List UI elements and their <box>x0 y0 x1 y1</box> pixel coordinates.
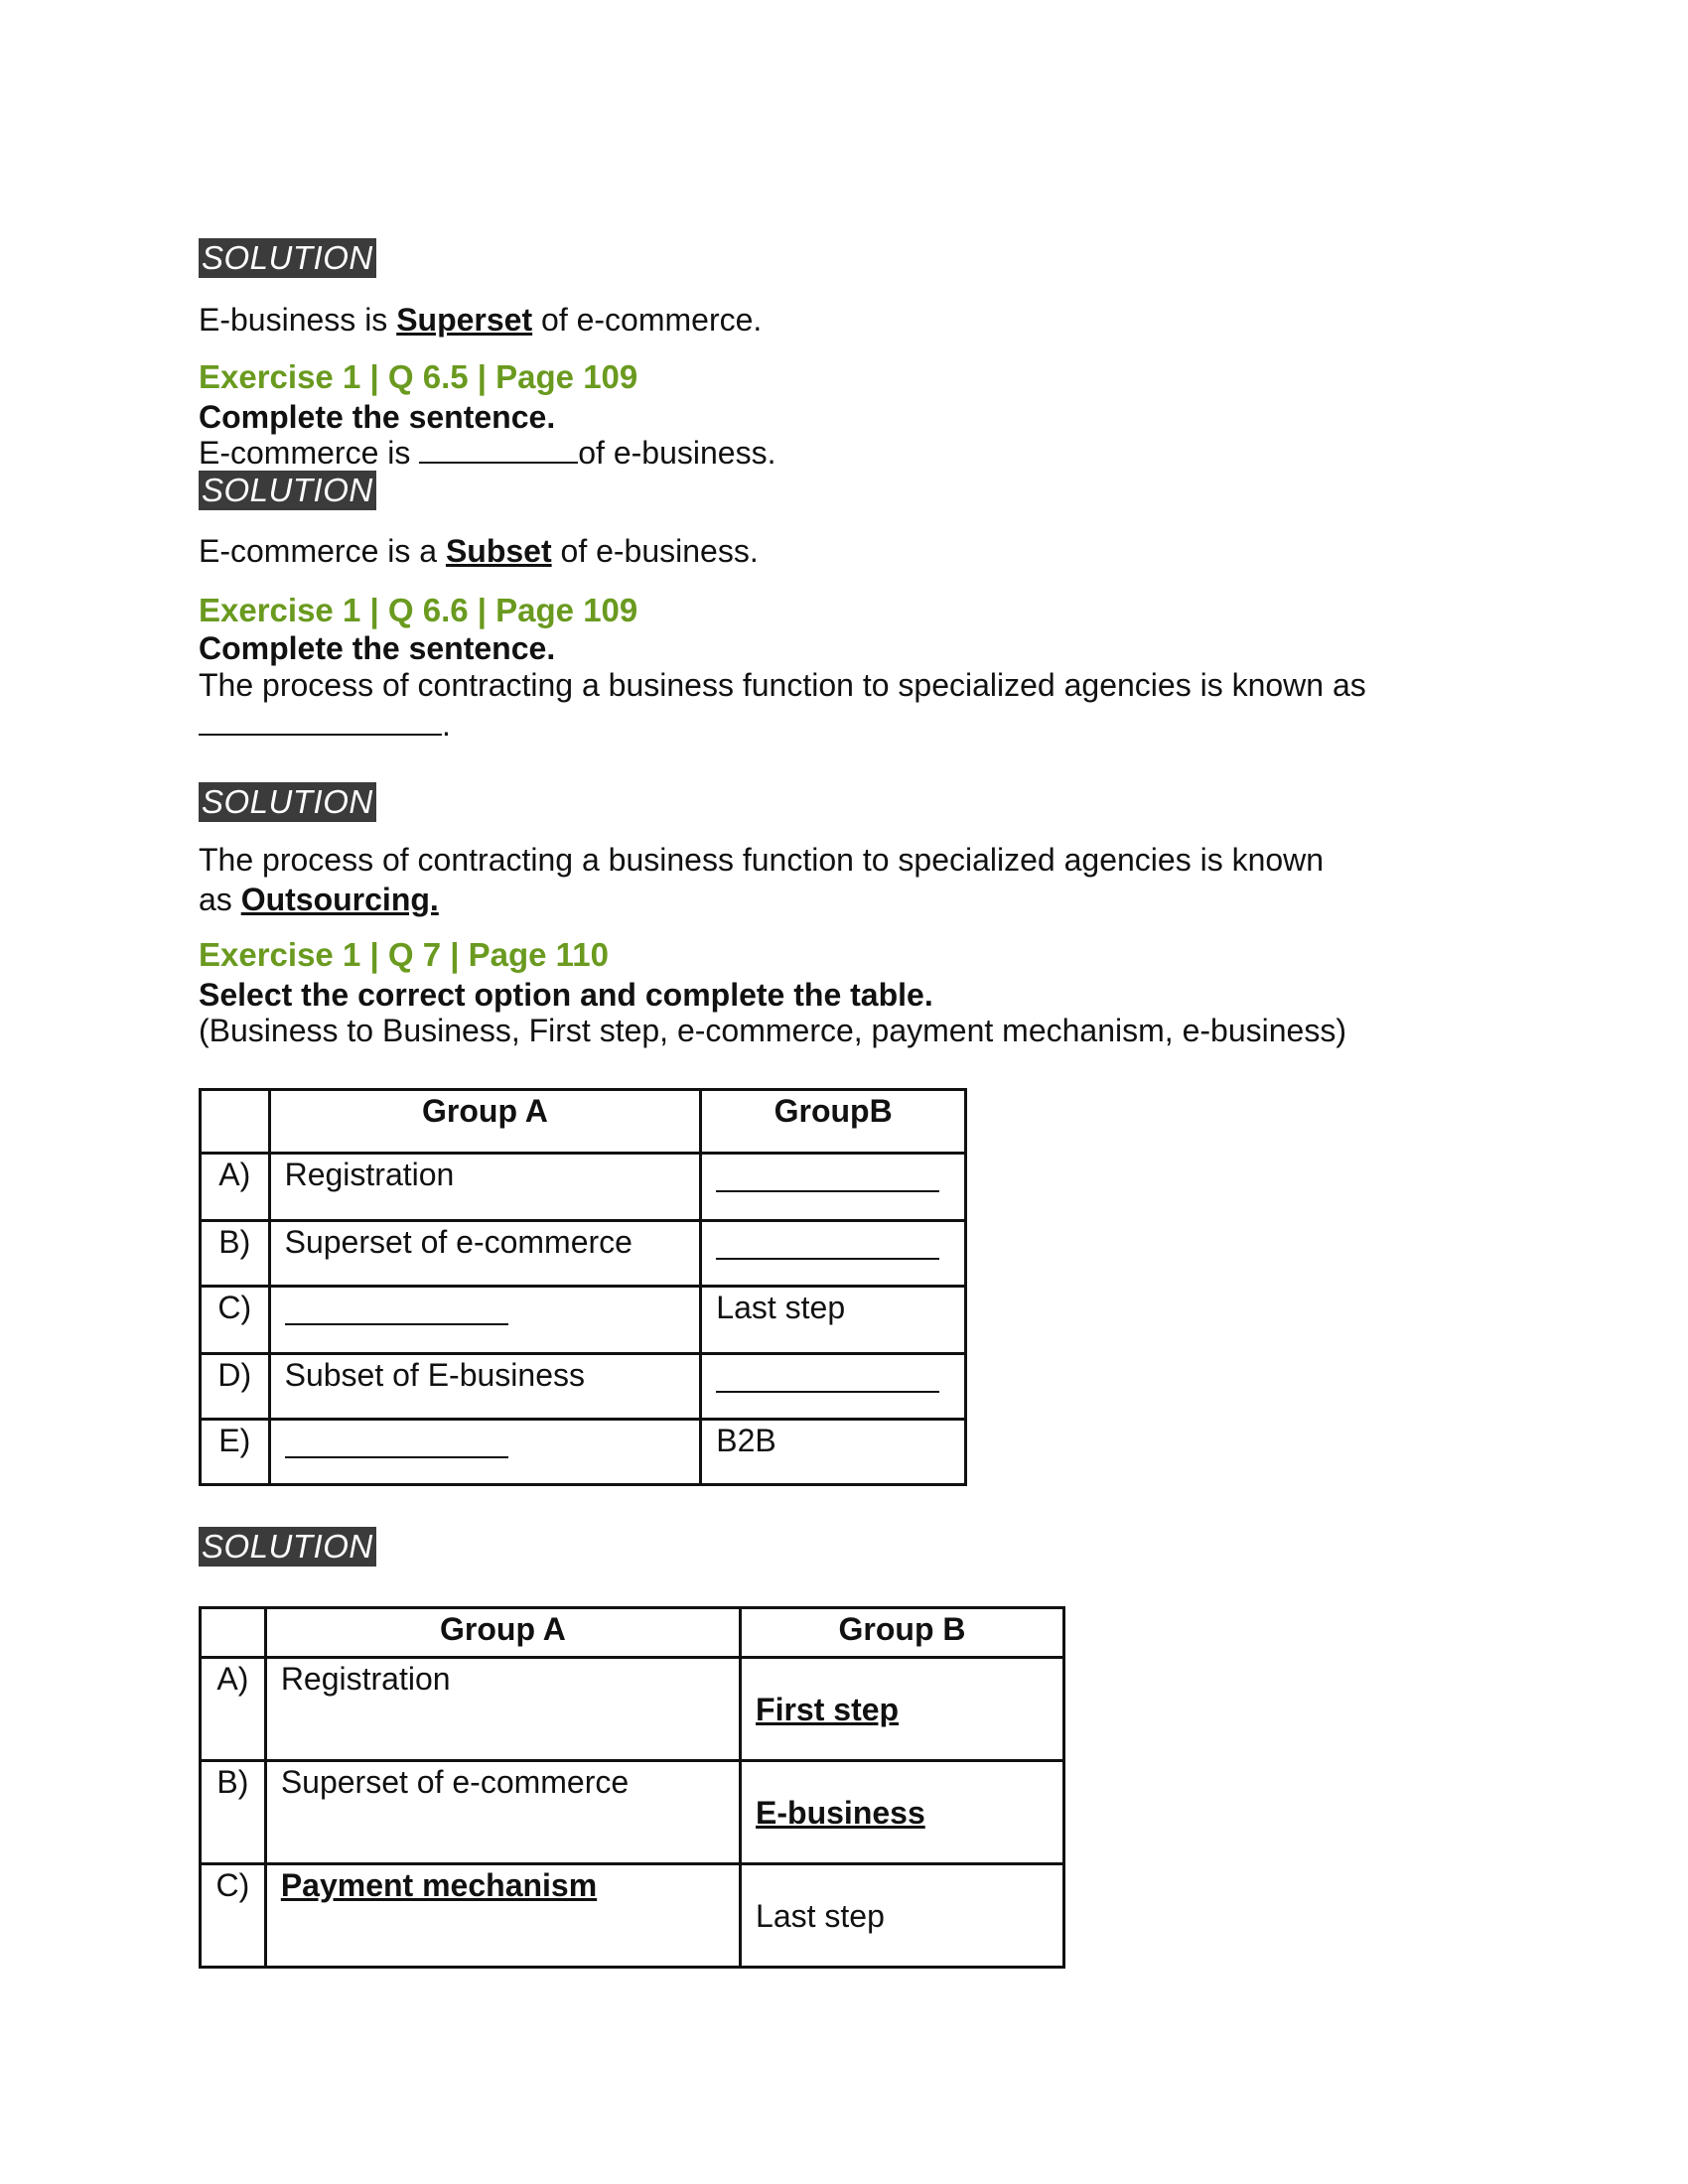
group-a-cell: Registration <box>269 1154 701 1221</box>
exercise-heading: Exercise 1 | Q 6.6 | Page 109 <box>199 592 638 628</box>
question-text <box>199 433 775 473</box>
solution-label: SOLUTION <box>199 782 376 822</box>
table-row <box>201 1287 966 1354</box>
group-a-cell <box>269 1287 701 1354</box>
group-b-cell: Last step <box>741 1864 1064 1968</box>
instruction: Complete the sentence. <box>199 630 556 666</box>
group-b-cell: B2B <box>701 1420 966 1485</box>
question-text-blank-line <box>199 705 451 745</box>
group-a-cell: Subset of E-business <box>269 1354 701 1420</box>
answer-blank <box>285 1423 508 1458</box>
table-header-group-a: Group A <box>269 1090 701 1154</box>
table-row <box>201 1761 1064 1864</box>
row-label: D) <box>201 1354 270 1420</box>
question-table <box>199 1088 967 1486</box>
solution-text-line2 <box>199 880 439 919</box>
group-b-cell: Last step <box>701 1287 966 1354</box>
group-b-cell <box>701 1154 966 1221</box>
group-a-cell: Registration <box>265 1658 740 1761</box>
solution-text-post: of e-business. <box>551 533 759 569</box>
solution-answer: Subset <box>445 533 552 569</box>
table-header-row <box>201 1608 1064 1658</box>
table-header-group-b: GroupB <box>701 1090 966 1154</box>
answer-blank <box>716 1224 939 1260</box>
exercise-heading: Exercise 1 | Q 6.5 | Page 109 <box>199 358 638 395</box>
group-a-cell: Superset of e-commerce <box>265 1761 740 1864</box>
table-row <box>201 1658 1064 1761</box>
question-text: The process of contracting a business function to specialized agencies is known as <box>199 667 1366 703</box>
table-row <box>201 1354 966 1420</box>
solution-answer: Payment mechanism <box>280 1867 598 1903</box>
question-text-end: . <box>442 707 451 743</box>
solution-text <box>199 531 759 571</box>
options-list: (Business to Business, First step, e-commerce, payment mechanism, e-business) <box>199 1013 1346 1048</box>
exercise-heading: Exercise 1 | Q 7 | Page 110 <box>199 936 609 973</box>
solution-label: SOLUTION <box>199 471 376 510</box>
row-label: A) <box>201 1658 266 1761</box>
table-row <box>201 1221 966 1287</box>
answer-blank <box>419 434 578 464</box>
row-label: A) <box>201 1154 270 1221</box>
solution-text: The process of contracting a business function to specialized agencies is known <box>199 842 1325 878</box>
answer-blank <box>716 1357 939 1393</box>
solution-text-pre: E-commerce is a <box>199 533 446 569</box>
group-b-cell <box>741 1658 1064 1761</box>
group-b-cell <box>701 1354 966 1420</box>
row-label: B) <box>201 1761 266 1864</box>
table-header-blank <box>201 1090 270 1154</box>
group-a-cell <box>269 1420 701 1485</box>
group-b-cell <box>741 1761 1064 1864</box>
row-label: B) <box>201 1221 270 1287</box>
solution-label: SOLUTION <box>199 238 376 278</box>
solution-label: SOLUTION <box>199 1527 376 1567</box>
table-header-row <box>201 1090 966 1154</box>
solution-text-pre: as <box>199 882 241 917</box>
solution-text-post: of e-commerce. <box>532 302 763 338</box>
instruction: Select the correct option and complete the table. <box>199 977 933 1013</box>
row-label: C) <box>201 1287 270 1354</box>
answer-blank <box>716 1157 939 1192</box>
solution-answer: Superset <box>396 302 533 338</box>
group-a-cell <box>265 1864 740 1968</box>
instruction: Complete the sentence. <box>199 399 556 435</box>
group-b-cell <box>701 1221 966 1287</box>
question-text-post: of e-business. <box>578 435 776 471</box>
answer-blank <box>285 1290 508 1325</box>
solution-answer: E-business <box>756 1794 925 1831</box>
table-row <box>201 1420 966 1485</box>
table-header-group-a: Group A <box>265 1608 740 1658</box>
table-row <box>201 1154 966 1221</box>
solution-answer: First step <box>756 1691 900 1727</box>
row-label: E) <box>201 1420 270 1485</box>
table-header-group-b: Group B <box>741 1608 1064 1658</box>
solution-text <box>199 300 762 340</box>
question-text-pre: E-commerce is <box>199 435 420 471</box>
table-header-blank <box>201 1608 266 1658</box>
row-label: C) <box>201 1864 266 1968</box>
solution-table <box>199 1606 1065 1969</box>
solution-text-pre: E-business is <box>199 302 397 338</box>
answer-blank <box>199 706 442 736</box>
table-row <box>201 1864 1064 1968</box>
solution-answer: Outsourcing. <box>240 882 439 917</box>
group-a-cell: Superset of e-commerce <box>269 1221 701 1287</box>
